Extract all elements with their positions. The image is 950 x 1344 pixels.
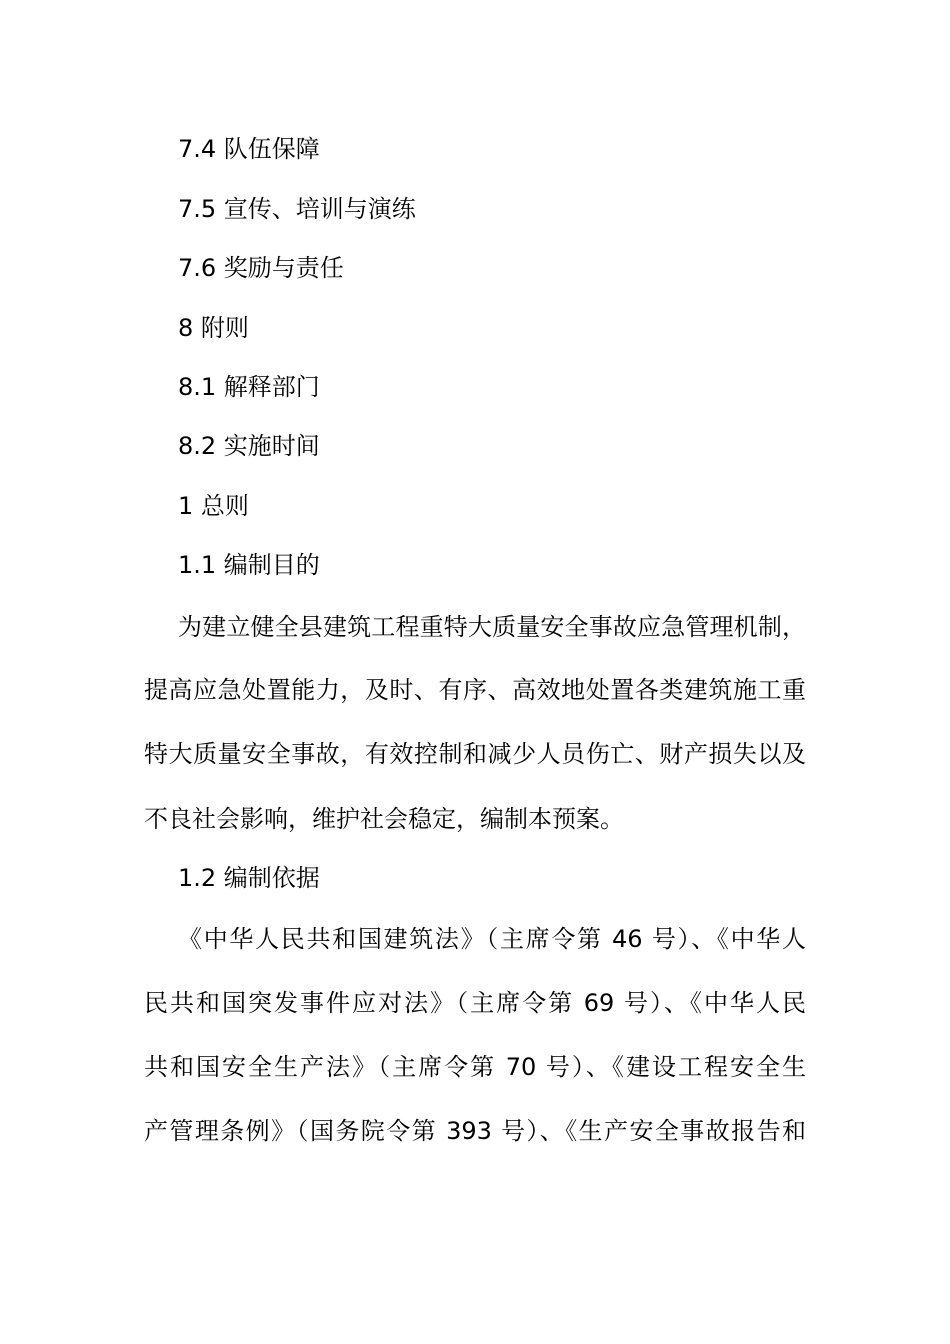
toc-item-7-4: 7.4 队伍保障: [178, 135, 320, 163]
paragraph-line: 提高应急处置能力，及时、有序、高效地处置各类建筑施工重: [144, 676, 806, 704]
paragraph-line: 民共和国突发事件应对法》（主席令第 69 号）、《中华人民: [144, 989, 806, 1017]
paragraph-line: 为建立健全县建筑工程重特大质量安全事故应急管理机制，: [178, 613, 806, 641]
section-heading-1-1: 1.1 编制目的: [178, 551, 320, 579]
paragraph-line: 不良社会影响，维护社会稳定，编制本预案。: [144, 805, 624, 833]
paragraph-line: 《中华人民共和国建筑法》（主席令第 46 号）、《中华人: [178, 925, 806, 953]
toc-item-8: 8 附则: [178, 314, 249, 342]
toc-item-8-1: 8.1 解释部门: [178, 373, 320, 401]
toc-item-7-6: 7.6 奖励与责任: [178, 254, 344, 282]
toc-item-7-5: 7.5 宣传、培训与演练: [178, 195, 416, 223]
section-heading-1-2: 1.2 编制依据: [178, 864, 320, 892]
paragraph-line: 特大质量安全事故，有效控制和减少人员伤亡、财产损失以及: [144, 740, 806, 768]
paragraph-line: 共和国安全生产法》（主席令第 70 号）、《建设工程安全生: [144, 1053, 806, 1081]
toc-item-8-2: 8.2 实施时间: [178, 432, 320, 460]
paragraph-line: 产管理条例》（国务院令第 393 号）、《生产安全事故报告和: [144, 1117, 806, 1145]
section-heading-1: 1 总则: [178, 492, 249, 520]
